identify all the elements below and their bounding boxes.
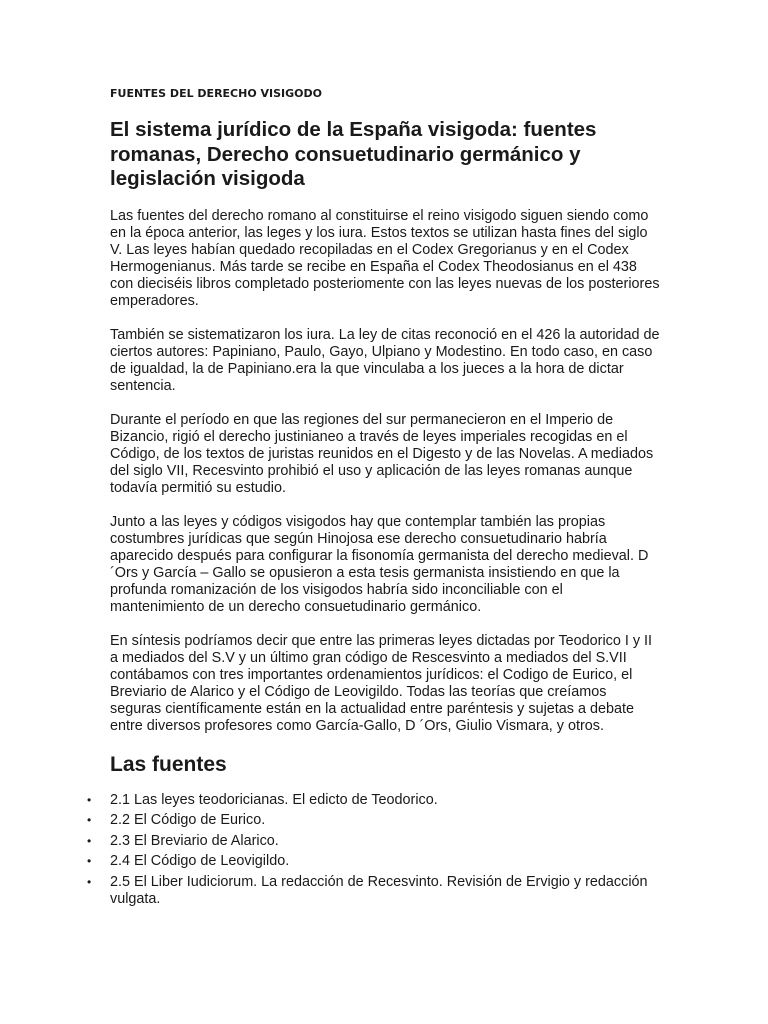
paragraph-5: En síntesis podríamos decir que entre las primeras leyes dictadas por Teodorico I y II a mediados del S.V y un último gran código de Rescesvinto a mediados del S.VII contábamos con tres importantes ordenamientos jurídicos: el Codigo de Eurico, el Breviario de Alarico y el Código de Leovigildo. Todas las teorías que creíamos seguras científicamente están en la actualidad entre paréntesis y sujetas a debate entre diversos profesores como García-Gallo, D ´Ors, Giulio Vismara, y otros. (110, 632, 653, 734)
list-item-text: 2.2 El Código de Eurico. (110, 812, 266, 828)
list-item (87, 853, 660, 870)
paragraph-2: También se sistematizaron los iura. La ley de citas reconoció en el 426 la autoridad de ciertos autores: Papiniano, Paulo, Gayo, Ulpiano y Modestino. En todo caso, en caso de igualdad, la de Papiniano.era la que vinculaba a los jueces a la hora de dictar sentencia. (110, 326, 660, 394)
document-label: FUENTES DEL DERECHO VISIGODO (110, 87, 322, 100)
list-item-text: 2.1 Las leyes teodoricianas. El edicto de Teodorico. (110, 791, 438, 808)
list-item-text: 2.3 El Breviario de Alarico. (110, 832, 279, 849)
bullet-icon: • (87, 792, 92, 807)
document-page (87, 86, 660, 911)
section-title: Las fuentes (110, 752, 227, 776)
sources-list (87, 791, 660, 908)
paragraph-3: Durante el período en que las regiones del sur permanecieron en el Imperio de Bizancio, rigió el derecho justinianeo a través de leyes imperiales recogidas en el Código, de los textos de juristas reunidos en el Digesto y de las Novelas. A mediados del siglo VII, Recesvinto prohibió el uso y aplicación de las leyes romanas aunque todavía permitió su estudio. (110, 411, 654, 496)
paragraph-4: Junto a las leyes y códigos visigodos hay que contemplar también las propias costumbres jurídicas que según Hinojosa ese derecho consuetudinario habría aparecido después para configurar la fisonomía germanista del derecho medieval. D´Ors y García – Gallo se opusieron a esta tesis germanista insistiendo en que la profunda romanización de los visigodos habría sido inconciliable con el mantenimiento de un derecho consuetudinario germánico. (110, 513, 649, 615)
bullet-icon: • (87, 833, 92, 848)
main-title: El sistema jurídico de la España visigoda: fuentes romanas, Derecho consuetudinario germánico y legislación visigoda (110, 118, 597, 190)
list-item-text: 2.5 El Liber Iudiciorum. La redacción de Recesvinto. Revisión de Ervigio y redacción vulgata. (110, 873, 648, 907)
list-item (87, 791, 660, 809)
bullet-icon: • (87, 854, 92, 868)
list-item (87, 832, 660, 850)
list-item (87, 812, 660, 829)
list-item (87, 873, 660, 908)
bullet-icon: • (87, 874, 92, 889)
bullet-icon: • (87, 813, 92, 827)
list-item-text: 2.4 El Código de Leovigildo. (110, 853, 290, 869)
paragraph-1: Las fuentes del derecho romano al constituirse el reino visigodo siguen siendo como en la época anterior, las leges y los iura. Estos textos se utilizan hasta fines del siglo V. Las leyes habían quedado recopiladas en el Codex Gregorianus y en el Codex Hermogenianus. Más tarde se recibe en España el Codex Theodosianus en el 438 con dieciséis libros completado posteriomente con las leyes nuevas de los posteriores emperadores. (110, 207, 660, 309)
